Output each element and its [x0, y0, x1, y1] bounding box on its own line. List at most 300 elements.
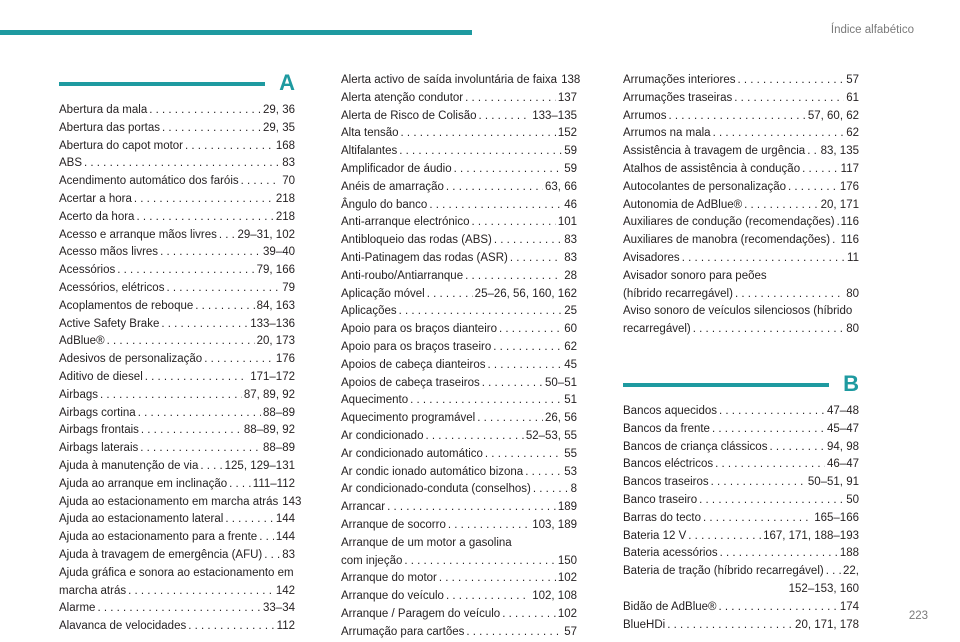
index-entry — [59, 138, 295, 156]
dot-leader — [715, 456, 825, 474]
index-entry — [623, 599, 859, 617]
dot-leader — [499, 321, 562, 339]
index-entry — [59, 244, 295, 262]
index-entry — [341, 446, 577, 464]
entry-pages: 88–89 — [263, 442, 295, 455]
entry-term: Arrumos na mala — [623, 127, 711, 140]
index-entry-line: Arranque de um motor a gasolina — [341, 536, 512, 549]
entry-pages: 138 — [561, 74, 581, 86]
entry-pages: 20, 171 — [820, 198, 859, 211]
index-entry — [341, 214, 577, 232]
entry-pages: 125, 129–131 — [224, 459, 295, 472]
dot-leader — [446, 179, 543, 197]
entry-pages: 80 — [846, 287, 859, 300]
dot-leader — [667, 617, 793, 635]
dot-leader — [138, 405, 261, 423]
index-entry — [623, 563, 859, 581]
entry-term: Airbags cortina — [59, 406, 136, 419]
entry-term: Banco traseiro — [623, 493, 698, 506]
entry-term: Alerta atenção condutor — [341, 91, 464, 104]
dot-leader — [720, 545, 838, 563]
entry-term: Bancos de criança clássicos — [623, 440, 768, 453]
index-entry — [59, 422, 295, 440]
entry-pages: 116 — [840, 216, 859, 229]
entry-pages: 29, 36 — [263, 104, 295, 116]
entry-pages: 150 — [557, 554, 577, 567]
dot-leader — [837, 214, 839, 232]
entry-term: Acendimento automático dos faróis — [59, 175, 239, 188]
index-entry — [341, 179, 577, 197]
entry-term: Bancos traseiros — [623, 476, 709, 489]
dot-leader — [427, 286, 473, 304]
entry-term: Ajuda ao estacionamento em marcha atrás — [59, 495, 279, 508]
entry-term: Arranque do veículo — [341, 590, 444, 603]
entry-term: Bateria acessórios — [623, 547, 718, 560]
dot-leader — [200, 458, 222, 476]
entry-pages: 46–47 — [827, 458, 859, 471]
entry-pages: 28 — [564, 269, 577, 282]
entry-pages: 47–48 — [827, 404, 859, 417]
index-entry — [623, 250, 859, 268]
entry-term: Acesso mãos livres — [59, 246, 159, 259]
entry-term: ABS — [59, 157, 83, 170]
entry-term: Aquecimento — [341, 394, 409, 407]
entry-term: Abertura da mala — [59, 104, 148, 116]
dot-leader — [219, 227, 236, 245]
entry-term: Aquecimento programável — [341, 412, 476, 425]
entry-term: Atalhos de assistência à condução — [623, 162, 801, 175]
entry-pages: 57 — [846, 74, 859, 86]
index-entry — [341, 392, 577, 410]
dot-leader — [699, 492, 844, 510]
entry-term: Arranque do motor — [341, 572, 437, 585]
entry-pages: 11 — [847, 251, 859, 264]
dot-leader — [195, 298, 254, 316]
entry-term: Airbags — [59, 388, 98, 401]
entry-pages: 61 — [846, 91, 859, 104]
entry-pages: 50–51, 91 — [807, 476, 859, 489]
entry-term: Ar condicionado automático — [341, 447, 483, 460]
index-entry — [59, 173, 295, 191]
entry-term: Apoio para os braços traseiro — [341, 340, 492, 353]
index-entry — [341, 410, 577, 428]
entry-term: Arrumos — [623, 109, 667, 122]
index-entry — [59, 102, 295, 120]
dot-leader — [472, 214, 556, 232]
entry-term: Anti-roubo/Antiarranque — [341, 269, 464, 282]
entry-pages: 50 — [846, 493, 859, 506]
dot-leader — [429, 197, 562, 215]
entry-term: Ar condic ionado automático bizona — [341, 465, 524, 478]
entry-pages: 133–135 — [532, 109, 577, 122]
index-entry — [341, 232, 577, 250]
dot-leader — [188, 618, 274, 636]
index-entry — [341, 268, 577, 286]
dot-leader — [410, 392, 562, 410]
entry-pages: 29, 35 — [263, 121, 295, 134]
entry-pages: 62 — [564, 340, 577, 353]
index-entry — [623, 143, 859, 161]
entry-term: Autocolantes de personalização — [623, 180, 787, 193]
index-column-3 — [623, 72, 859, 634]
entry-pages: 102 — [557, 607, 577, 620]
index-entry — [341, 108, 577, 126]
entry-term: Arranque de socorro — [341, 518, 446, 531]
dot-leader — [477, 410, 543, 428]
entry-pages: 218 — [275, 210, 295, 223]
index-entry — [623, 108, 859, 126]
entry-pages: 189 — [557, 501, 577, 514]
dot-leader — [97, 600, 261, 618]
entry-pages: 83 — [564, 251, 577, 264]
entry-pages: 94, 98 — [827, 440, 859, 453]
entry-pages: 57 — [564, 625, 577, 638]
entry-term: Arrumação para cartões — [341, 625, 465, 638]
index-entry — [59, 387, 295, 405]
entry-term: Arrancar — [341, 501, 386, 514]
index-entry — [341, 197, 577, 215]
entry-term: Adesivos de personalização — [59, 353, 203, 366]
entry-term: Apoio para os braços dianteiro — [341, 323, 497, 336]
entry-pages: 143 — [282, 495, 302, 508]
dot-leader — [693, 321, 844, 339]
index-entry — [341, 464, 577, 482]
entry-term: Aplicações — [341, 305, 397, 318]
dot-leader — [510, 250, 562, 268]
dot-leader — [479, 108, 531, 126]
page-number: 223 — [908, 610, 928, 622]
index-entry — [59, 511, 295, 529]
header-accent-bar — [0, 30, 472, 35]
entry-pages: 46 — [564, 198, 577, 211]
entry-term: Acertar a hora — [59, 192, 132, 205]
index-entry — [341, 90, 577, 108]
index-entry-line: Ajuda gráfica e sonora ao estacionamento em — [59, 566, 294, 579]
dot-leader — [241, 173, 281, 191]
page-header-title: Índice alfabético — [830, 24, 914, 36]
entry-term: Auxiliares de condução (recomendações) — [623, 216, 835, 229]
entry-term: Airbags laterais — [59, 442, 139, 455]
index-entry — [623, 72, 859, 90]
index-entry — [623, 510, 859, 528]
index-entry — [59, 155, 295, 173]
index-entry — [59, 458, 295, 476]
entry-pages: 83, 135 — [820, 145, 859, 158]
dot-leader — [401, 125, 556, 143]
entry-term: Alerta de Risco de Colisão — [341, 109, 477, 122]
index-entry — [623, 617, 859, 635]
entry-list — [341, 72, 581, 642]
entry-pages: 152 — [557, 127, 577, 140]
entry-term: BlueHDi — [623, 618, 666, 631]
index-entry — [59, 618, 295, 636]
dot-leader — [465, 268, 562, 286]
dot-leader — [802, 161, 839, 179]
entry-pages: 33–34 — [263, 602, 295, 615]
dot-leader — [141, 422, 242, 440]
entry-pages: 84, 163 — [256, 299, 295, 312]
index-entry — [623, 439, 859, 457]
entry-pages: 218 — [275, 192, 295, 205]
index-column-1 — [59, 70, 302, 636]
entry-term: Auxiliares de manobra (recomendações) — [623, 234, 831, 247]
entry-term: Ajuda à travagem de emergência (AFU) — [59, 548, 263, 561]
dot-leader — [493, 339, 562, 357]
dot-leader — [525, 464, 562, 482]
entry-pages: 59 — [564, 145, 577, 158]
entry-pages: 52–53, 55 — [525, 429, 577, 442]
dot-leader — [719, 403, 825, 421]
entry-term: Anéis de amarração — [341, 180, 444, 193]
entry-pages: 112 — [276, 620, 295, 633]
dot-leader — [719, 599, 838, 617]
dot-leader — [387, 499, 556, 517]
entry-term: Bidão de AdBlue® — [623, 600, 717, 613]
entry-term: Alarme — [59, 602, 96, 615]
section-letter: B — [843, 370, 859, 396]
index-entry — [341, 72, 581, 90]
dot-leader — [399, 303, 563, 321]
index-entry — [341, 588, 577, 606]
index-entry — [623, 232, 859, 250]
index-entry — [59, 600, 295, 618]
index-entry — [341, 553, 577, 571]
entry-term: Bancos eléctricos — [623, 458, 714, 471]
dot-leader — [204, 351, 274, 369]
index-entry-line: Avisador sonoro para peões — [623, 269, 767, 282]
entry-pages: 174 — [839, 600, 859, 613]
index-entry — [341, 357, 577, 375]
dot-leader — [485, 446, 562, 464]
entry-pages: 45–47 — [827, 422, 859, 435]
index-entry — [59, 316, 295, 334]
index-entry — [341, 570, 577, 588]
section-header-b — [623, 370, 859, 403]
dot-leader — [744, 197, 819, 215]
index-entry — [59, 191, 295, 209]
entry-pages: 144 — [275, 531, 295, 544]
entry-pages: 83 — [282, 157, 295, 170]
index-entry — [623, 421, 859, 439]
dot-leader — [439, 570, 556, 588]
dot-leader — [404, 553, 555, 571]
index-entry — [623, 125, 859, 143]
entry-pages: 25 — [564, 305, 577, 318]
index-entry — [59, 227, 295, 245]
entry-term: Ângulo do banco — [341, 198, 428, 211]
index-entry — [341, 125, 577, 143]
entry-pages: 176 — [839, 180, 859, 193]
dot-leader — [494, 232, 562, 250]
entry-pages: 101 — [557, 216, 577, 229]
index-entry — [341, 624, 577, 642]
dot-leader — [826, 563, 841, 581]
dot-leader — [712, 421, 825, 439]
entry-term: AdBlue® — [59, 335, 105, 348]
entry-term: Apoios de cabeça traseiros — [341, 376, 480, 389]
entry-pages: 55 — [564, 447, 577, 460]
dot-leader — [136, 209, 273, 227]
entry-pages: 70 — [282, 175, 295, 188]
dot-leader — [711, 474, 806, 492]
entry-list — [59, 102, 302, 636]
dot-leader — [399, 143, 562, 161]
entry-pages: 79 — [282, 281, 295, 294]
dot-leader — [162, 120, 261, 138]
entry-term: Anti-Patinagem das rodas (ASR) — [341, 251, 508, 264]
entry-pages: 88–89 — [263, 406, 295, 419]
index-entry — [341, 303, 577, 321]
entry-pages: 39–40 — [263, 246, 295, 259]
index-entry — [59, 547, 295, 565]
entry-pages-continued: 152–153, 160 — [788, 582, 859, 595]
entry-term: Ajuda à manutenção de via — [59, 459, 199, 472]
entry-term: Arrumações interiores — [623, 74, 736, 86]
section-rule — [623, 383, 829, 387]
dot-leader — [149, 102, 261, 120]
entry-pages: 51 — [564, 394, 577, 407]
index-entry — [341, 339, 577, 357]
dot-leader — [107, 333, 255, 351]
dot-leader — [466, 624, 562, 642]
index-entry — [59, 494, 302, 512]
index-entry — [623, 492, 859, 510]
entry-pages: 116 — [840, 234, 859, 247]
dot-leader — [482, 375, 543, 393]
entry-pages: 20, 171, 178 — [795, 618, 859, 631]
entry-pages: 63, 66 — [545, 180, 577, 193]
index-entry — [59, 120, 295, 138]
entry-term: Ajuda ao estacionamento para a frente — [59, 531, 258, 544]
dot-leader — [84, 155, 280, 173]
index-entry — [623, 214, 859, 232]
entry-list — [623, 72, 859, 339]
entry-term: Ar condicionado — [341, 429, 424, 442]
dot-leader — [140, 440, 261, 458]
index-entry — [341, 517, 577, 535]
entry-term: Alavanca de velocidades — [59, 620, 187, 633]
entry-term: Alta tensão — [341, 127, 399, 140]
index-entry — [59, 209, 295, 227]
entry-pages: 62 — [846, 127, 859, 140]
entry-term: Anti-arranque electrónico — [341, 216, 470, 229]
dot-leader — [769, 439, 825, 457]
entry-pages: 29–31, 102 — [237, 228, 295, 241]
index-entry — [341, 161, 577, 179]
entry-term: Avisadores — [623, 251, 680, 264]
entry-term: Bancos aquecidos — [623, 404, 717, 417]
dot-leader — [425, 428, 523, 446]
entry-term: Airbags frontais — [59, 424, 139, 437]
entry-term: Aplicação móvel — [341, 287, 425, 300]
index-entry — [623, 528, 859, 546]
index-entry — [341, 428, 577, 446]
dot-leader — [682, 250, 845, 268]
entry-term: Arranque / Paragem do veículo — [341, 607, 501, 620]
entry-term: Bancos da frente — [623, 422, 710, 435]
index-entry — [341, 250, 577, 268]
dot-leader — [128, 583, 274, 601]
dot-leader — [735, 286, 844, 304]
entry-pages: 50–51 — [545, 376, 577, 389]
entry-pages: 168 — [275, 139, 295, 152]
index-entry-line: Aviso sonoro de veículos silenciosos (híbrido — [623, 305, 853, 318]
entry-pages: 25–26, 56, 160, 162 — [474, 287, 577, 300]
dot-leader — [454, 161, 563, 179]
entry-pages: 167, 171, 188–193 — [763, 529, 859, 542]
entry-term: Alerta activo de saída involuntária de faixa — [341, 74, 558, 86]
entry-pages: 45 — [564, 358, 577, 371]
index-entry — [341, 375, 577, 393]
index-column-2 — [341, 72, 581, 642]
entry-pages: 137 — [557, 91, 577, 104]
index-entry — [59, 440, 295, 458]
entry-pages: 53 — [564, 465, 577, 478]
entry-pages: 26, 56 — [545, 412, 577, 425]
entry-pages: 142 — [275, 584, 295, 597]
dot-leader — [134, 191, 274, 209]
entry-pages: 176 — [275, 353, 295, 366]
entry-term: Antibloqueio das rodas (ABS) — [341, 234, 492, 247]
dot-leader — [160, 244, 261, 262]
entry-pages: 165–166 — [814, 511, 859, 524]
entry-term: recarregável) — [623, 323, 691, 336]
entry-pages: 8 — [570, 483, 577, 496]
entry-term: Amplificador de áudio — [341, 162, 452, 175]
entry-pages: 87, 89, 92 — [243, 388, 295, 401]
entry-term: com injeção — [341, 554, 403, 567]
entry-term: Bateria 12 V — [623, 529, 687, 542]
index-entry — [59, 529, 295, 547]
index-entry — [623, 456, 859, 474]
entry-list — [623, 403, 859, 634]
entry-pages: 59 — [564, 162, 577, 175]
index-entry — [341, 143, 577, 161]
entry-term: Arrumações traseiras — [623, 91, 733, 104]
dot-leader — [465, 90, 556, 108]
index-entry — [623, 474, 859, 492]
section-rule — [59, 82, 265, 86]
index-entry — [59, 476, 295, 494]
entry-pages: 102, 108 — [532, 590, 577, 603]
index-entry — [59, 262, 295, 280]
entry-term: Abertura do capot motor — [59, 139, 184, 152]
index-entry — [59, 333, 295, 351]
index-entry — [341, 286, 577, 304]
entry-term: Ajuda ao estacionamento lateral — [59, 513, 224, 526]
entry-term: Acoplamentos de reboque — [59, 299, 194, 312]
dot-leader — [117, 262, 254, 280]
entry-term: Assistência à travagem de urgência — [623, 145, 806, 158]
dot-leader — [225, 511, 274, 529]
index-entry — [623, 286, 859, 304]
entry-term: Apoios de cabeça dianteiros — [341, 358, 486, 371]
index-entry — [623, 321, 859, 339]
index-entry — [341, 606, 577, 624]
dot-leader — [713, 125, 845, 143]
entry-term: Acessórios, elétricos — [59, 281, 165, 294]
dot-leader — [229, 476, 251, 494]
index-entry — [623, 161, 859, 179]
section-header-a — [59, 72, 295, 102]
entry-term: marcha atrás — [59, 584, 127, 597]
entry-pages: 80 — [846, 323, 859, 336]
dot-leader — [502, 606, 556, 624]
section-letter: A — [279, 70, 295, 95]
dot-leader — [264, 547, 280, 565]
index-entry — [59, 583, 295, 601]
index-entry — [341, 481, 577, 499]
